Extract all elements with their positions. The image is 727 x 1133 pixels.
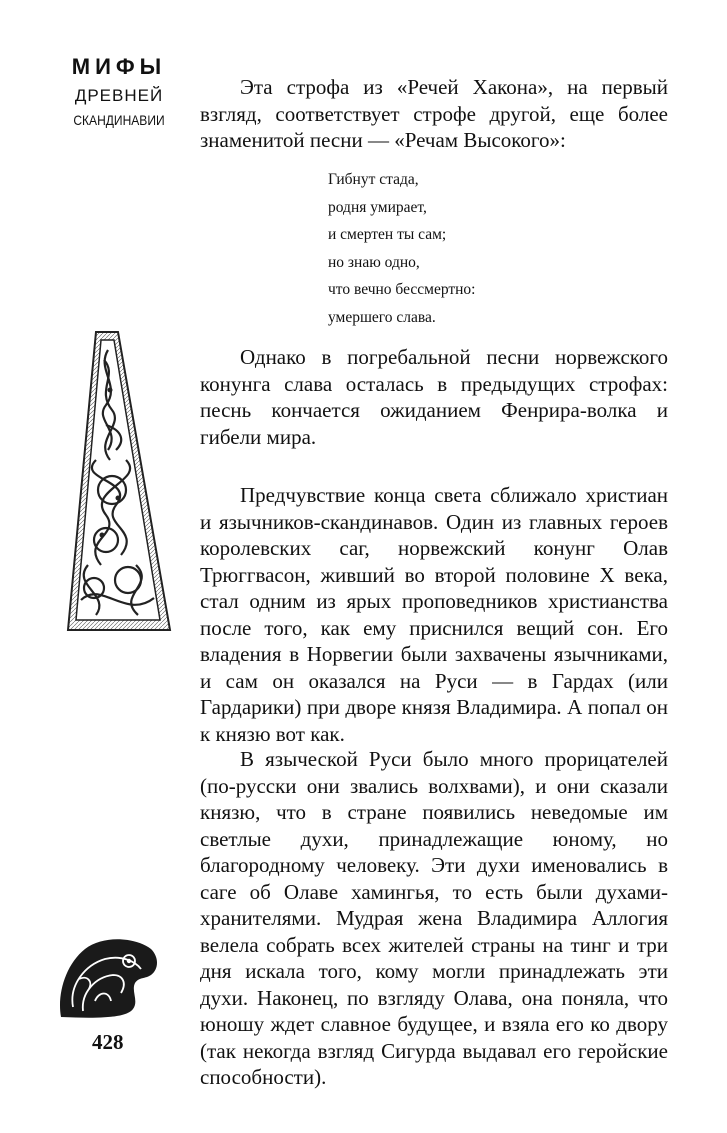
running-header bbox=[60, 56, 178, 127]
header-title-line2: ДРЕВНЕЙ bbox=[74, 86, 164, 105]
poem-line: но знаю одно, bbox=[328, 253, 420, 271]
poem-line: что вечно бессмертно: bbox=[328, 281, 476, 298]
paragraph-2: Однако в погребальной песни норвежского конунга слава осталась в предыдущих строфах: песнь кончается ожиданием Фенрира-волка и гибели мира. bbox=[200, 345, 668, 449]
beast-head-illustration bbox=[55, 935, 161, 1021]
paragraph-3-block bbox=[200, 482, 668, 747]
paragraph-1: Эта строфа из «Речей Хакона», на первый взгляд, соответствует строфе другой, еще более знаменитой песни — «Речам Высокого»: bbox=[200, 75, 668, 152]
poem-line: родня умирает, bbox=[328, 198, 427, 216]
paragraph-2-block bbox=[200, 344, 668, 450]
poem-line: и смертен ты сам; bbox=[328, 226, 447, 243]
paragraph-1-block bbox=[200, 74, 668, 154]
ornament-panel-illustration bbox=[66, 330, 178, 645]
page-number: 428 bbox=[92, 1030, 124, 1054]
poem-line: Гибнут стада, bbox=[328, 171, 419, 188]
header-title-line1: МИФЫ bbox=[71, 54, 167, 79]
paragraph-3: Предчувствие конца света сближало христиан и язычников-скандинавов. Один из главных героев королевских саг, норвежский конунг Олав Трюггвасон, живший во второй половине X века, стал одним из ярых проповедников христианства после того, как ему приснился вещий сон. Его владения в Норвегии были захвачены язычниками, и сам он оказался на Руси — в Гардах (или Гардарики) при дворе князя Владимира. А попал он к князю вот как. bbox=[200, 483, 668, 746]
poem-quote bbox=[328, 166, 476, 331]
header-title-line3: СКАНДИНАВИИ bbox=[73, 112, 165, 128]
paragraph-4-block bbox=[200, 746, 668, 1091]
poem-line: умершего слава. bbox=[328, 308, 436, 326]
paragraph-4: В языческой Руси было много прорицателей (по-русски они звались волхвами), и они сказали князю, что в стране появились неведомые им светлые духи, принадлежащие юному, но благородному человеку. Эти духи именовались в саге об Олаве хамингья, то есть были духами-хранителями. Мудрая жена Владимира Аллогия велела собрать всех жителей страны на тинг и три дня искала того, кому могли принадлежать эти духи. Наконец, по взгляду Олава, она поняла, что юношу ждет славное будущее, и взяла его ко двору (так некогда взгляд Сигурда выдавал его геройские способности). bbox=[200, 747, 668, 1089]
